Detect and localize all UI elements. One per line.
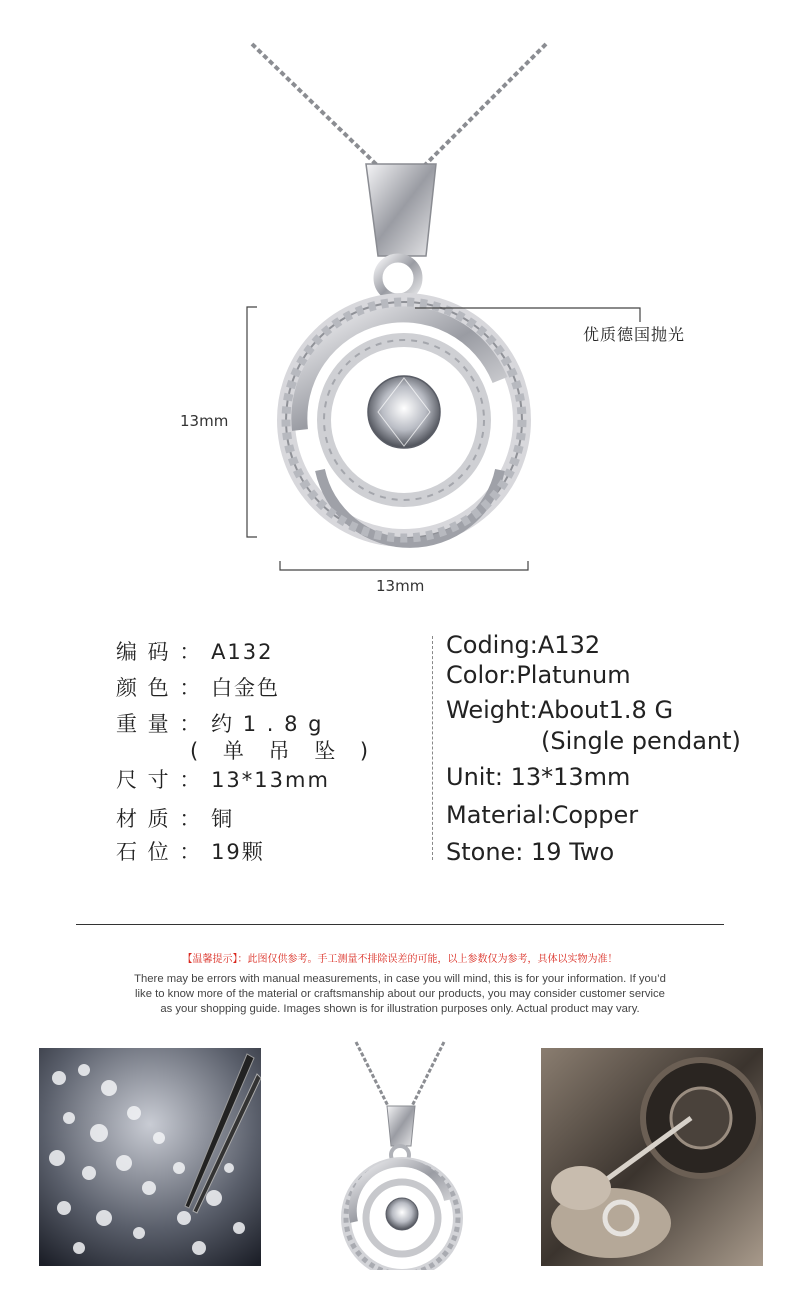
notice-en-line: There may be errors with manual measurements, in case you will mind, this is for your information. If you’d	[134, 973, 666, 985]
spec-cn-coding	[116, 636, 274, 666]
spec-cn-color	[116, 672, 280, 702]
spec-cn-sep: ：	[179, 676, 203, 700]
height-dimension-label: 13mm	[180, 412, 229, 430]
spec-cn-material	[116, 803, 234, 833]
spec-cn-sep: ：	[179, 768, 203, 792]
diamonds-tweezers-photo	[39, 1048, 261, 1266]
center-gem	[368, 376, 440, 448]
spec-cn-value: A132	[211, 640, 274, 664]
notice-en-line: as your shopping guide. Images shown is for illustration purposes only. Actual product may vary.	[160, 1003, 640, 1015]
spec-cn-value: 约 1 . 8 g	[211, 712, 324, 736]
spec-cn-weight-note: ( 单 吊 坠 )	[190, 739, 378, 763]
spec-en-material: Material:Copper	[446, 801, 639, 829]
section-divider	[76, 924, 724, 925]
spec-cn-stone	[116, 836, 265, 866]
spec-en-weight: Weight:About1.8 G	[446, 696, 674, 724]
spec-cn-label: 颜 色	[116, 676, 171, 700]
spec-en-stone: Stone: 19 Two	[446, 838, 615, 866]
spec-en-color: Color:Platunum	[446, 661, 631, 689]
spec-cn-value: 铜	[211, 807, 235, 831]
spec-cn-label: 重 量	[116, 712, 171, 736]
spec-cn-size	[116, 764, 330, 794]
spec-cn-value: 白金色	[211, 676, 281, 700]
spec-cn-sep: ：	[179, 712, 203, 736]
pendant-hero-image	[0, 0, 800, 620]
chain	[252, 44, 546, 170]
spec-cn-sep: ：	[179, 640, 203, 664]
spec-en-unit: Unit: 13*13mm	[446, 763, 631, 791]
spec-cn-sep: ：	[179, 807, 203, 831]
spec-en-weight-note: (Single pendant)	[541, 727, 741, 755]
pendant	[286, 302, 522, 543]
spec-cn-label: 材 质	[116, 807, 171, 831]
bail	[366, 164, 436, 256]
spec-cn-weight	[116, 708, 324, 738]
polish-callout: 优质德国抛光	[583, 325, 686, 344]
notice-en-line: like to know more of the material or craftsmanship about our products, you may consider customer service	[135, 988, 665, 1000]
polishing-craftsman-photo	[541, 1048, 763, 1266]
spec-cn-value: 13*13mm	[211, 768, 330, 792]
spec-cn-label: 编 码	[116, 640, 171, 664]
pendant-thumbnail	[330, 1040, 470, 1270]
spec-cn-sep: ：	[179, 840, 203, 864]
spec-en-coding: Coding:A132	[446, 631, 601, 659]
spec-cn-value: 19颗	[211, 840, 265, 864]
spec-cn-label: 尺 寸	[116, 768, 171, 792]
spec-divider	[432, 636, 433, 860]
spec-cn-label: 石 位	[116, 840, 171, 864]
notice-cn: 【温馨提示】：此图仅供参考。手工测量不排除误差的可能，以上参数仅为参考，具体以实物为准！	[182, 954, 618, 965]
width-dimension-label: 13mm	[376, 577, 425, 595]
notice-en	[105, 972, 695, 1017]
jump-ring	[378, 258, 418, 298]
